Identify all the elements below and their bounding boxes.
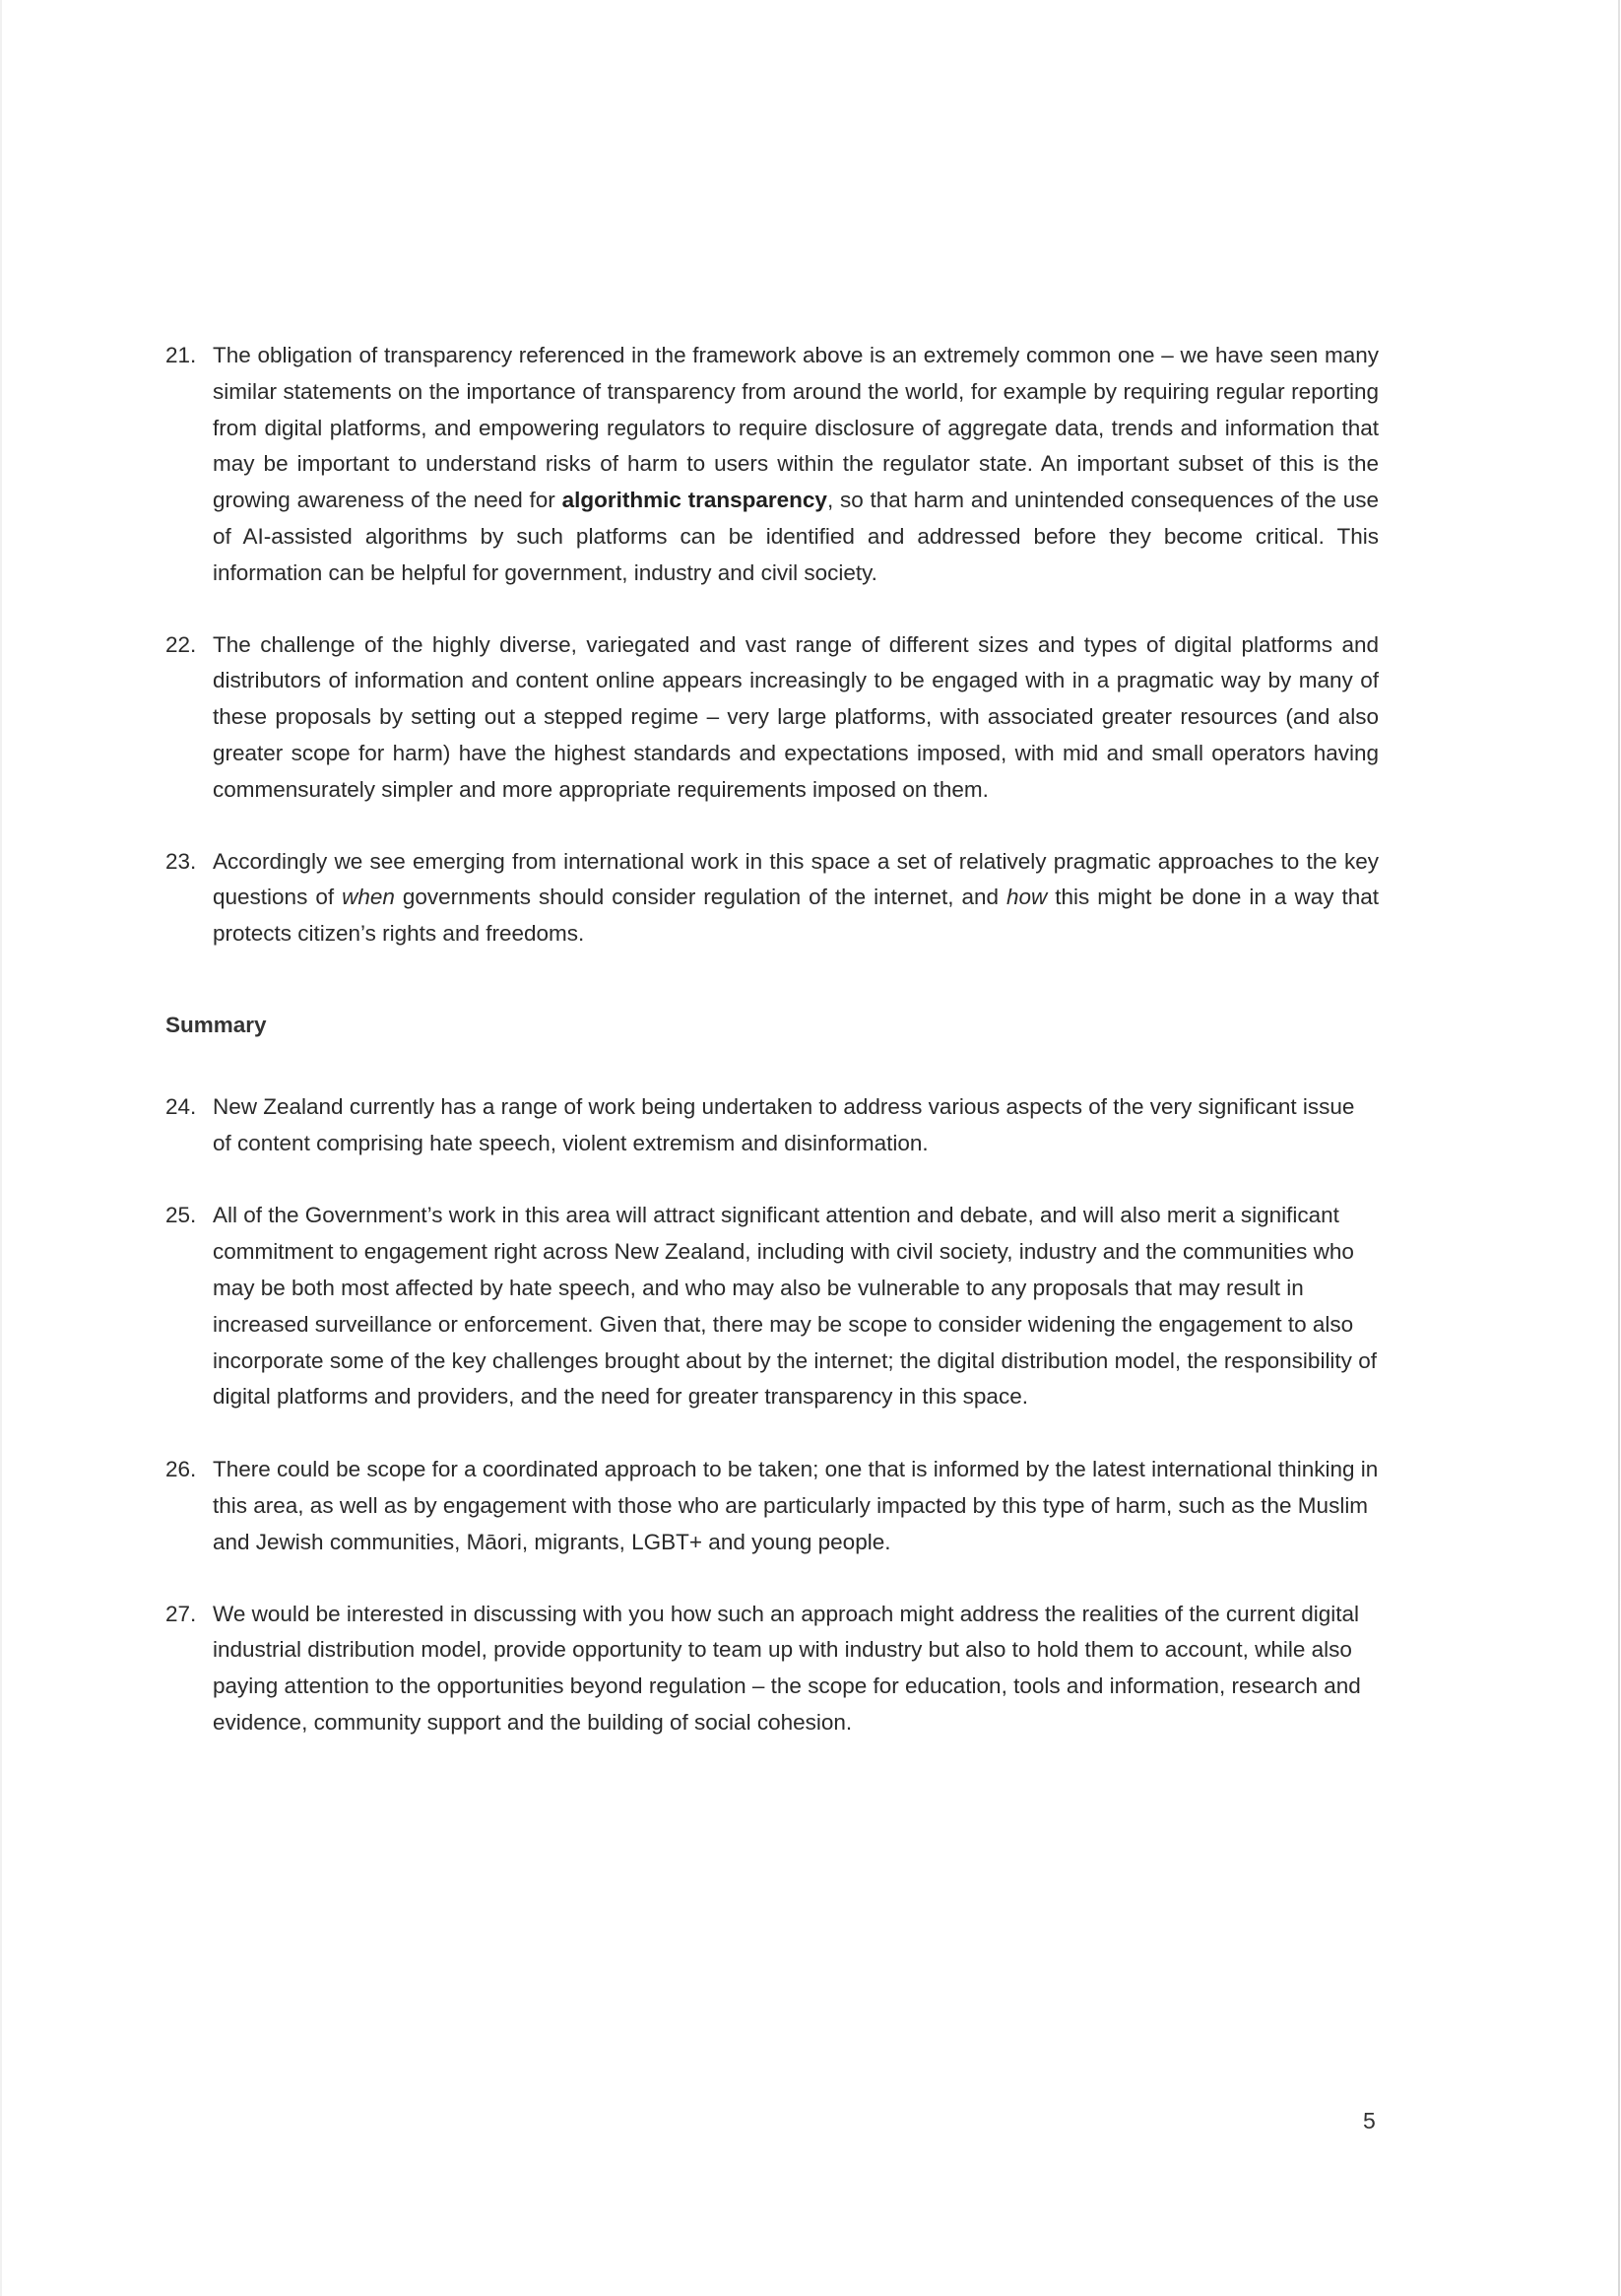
paragraph-text: All of the Government’s work in this area will attract significant attention and debate, and will also merit a significant commitment to engagement right across New Zealand, including with civil society, industry and the communities who may be both most affected by hate speech, and who may also be vulnerable to any proposals that may result in increased surveillance or enforcement. Given that, there may be scope to consider widening the engagement to also incorporate some of the key challenges brought about by the internet; the digital distribution model, the responsibility of digital platforms and providers, and the need for greater transparency in this space. — [213, 1203, 1377, 1410]
paragraph-number: 22. — [165, 631, 197, 657]
paragraph-text: There could be scope for a coordinated approach to be taken; one that is informed by the latest international thinking in this area, as well as by engagement with those who are particularly impacted by this type of harm, such as the Muslim and Jewish communities, Māori, migrants, LGBT+ and young people. — [213, 1457, 1379, 1554]
bold-term-algorithmic-transparency: algorithmic transparency — [561, 488, 827, 513]
paragraph-text: New Zealand currently has a range of work being undertaken to address various aspects of the very significant issue of content comprising hate speech, violent extremism and disinformation. — [213, 1093, 1355, 1155]
paragraph-24 — [165, 1089, 1379, 1162]
paragraph-number: 27. — [165, 1601, 197, 1626]
page-number: 5 — [1363, 2108, 1376, 2133]
document-body — [165, 338, 1379, 1741]
paragraph-27 — [165, 1597, 1379, 1741]
italic-term-when: when — [342, 885, 395, 910]
paragraph-text: governments should consider regulation of the internet, and — [394, 885, 1007, 910]
italic-term-how: how — [1006, 885, 1048, 910]
paragraph-number: 21. — [165, 343, 197, 367]
paragraph-text: , so that harm and unintended consequences of the use of AI-assisted algorithms by such platforms can be identified and addressed before they become critical. This information can be helpful for government, industry and civil society. — [213, 488, 1379, 585]
paragraph-number: 23. — [165, 848, 197, 874]
paragraph-text: We would be interested in discussing with you how such an approach might address the realities of the current digital industrial distribution model, provide opportunity to team up with industry but also to hold them to account, while also paying attention to the opportunities beyond regulation – the scope for education, tools and information, research and evidence, community support and the building of social cohesion. — [213, 1601, 1361, 1735]
paragraph-number: 26. — [165, 1457, 197, 1482]
paragraph-text: this might be done in a way that protects citizen’s rights and freedoms. — [213, 885, 1379, 947]
paragraph-text: Accordingly we see emerging from international work in this space a set of relatively pragmatic approaches to the key questions of — [213, 848, 1379, 910]
scan-edge-left — [0, 0, 2, 2296]
summary-heading: Summary — [165, 1012, 267, 1037]
scan-edge-right — [1618, 0, 1620, 2296]
paragraph-26 — [165, 1452, 1379, 1560]
paragraph-text: The challenge of the highly diverse, variegated and vast range of different sizes and types of digital platforms and distributors of information and content online appears increasingly to be engaged with in a pragmatic way by many of these proposals by setting out a stepped regime – very large platforms, with associated greater resources (and also greater scope for harm) have the highest standards and expectations imposed, with mid and small operators having commensurately simpler and more appropriate requirements imposed on them. — [213, 631, 1379, 802]
paragraph-number: 25. — [165, 1203, 197, 1228]
paragraph-22 — [165, 627, 1379, 809]
paragraph-text: The obligation of transparency referenced in the framework above is an extremely common one – we have seen many similar statements on the importance of transparency from around the world, for example by requiring regular reporting from digital platforms, and empowering regulators to require disclosure of aggregate data, trends and information that may be important to understand risks of harm to users within the regulator state. An important subset of this is the growing awareness of the need for — [213, 343, 1379, 513]
paragraph-23 — [165, 844, 1379, 952]
paragraph-21 — [165, 338, 1379, 592]
paragraph-number: 24. — [165, 1093, 197, 1119]
paragraph-25 — [165, 1198, 1379, 1415]
